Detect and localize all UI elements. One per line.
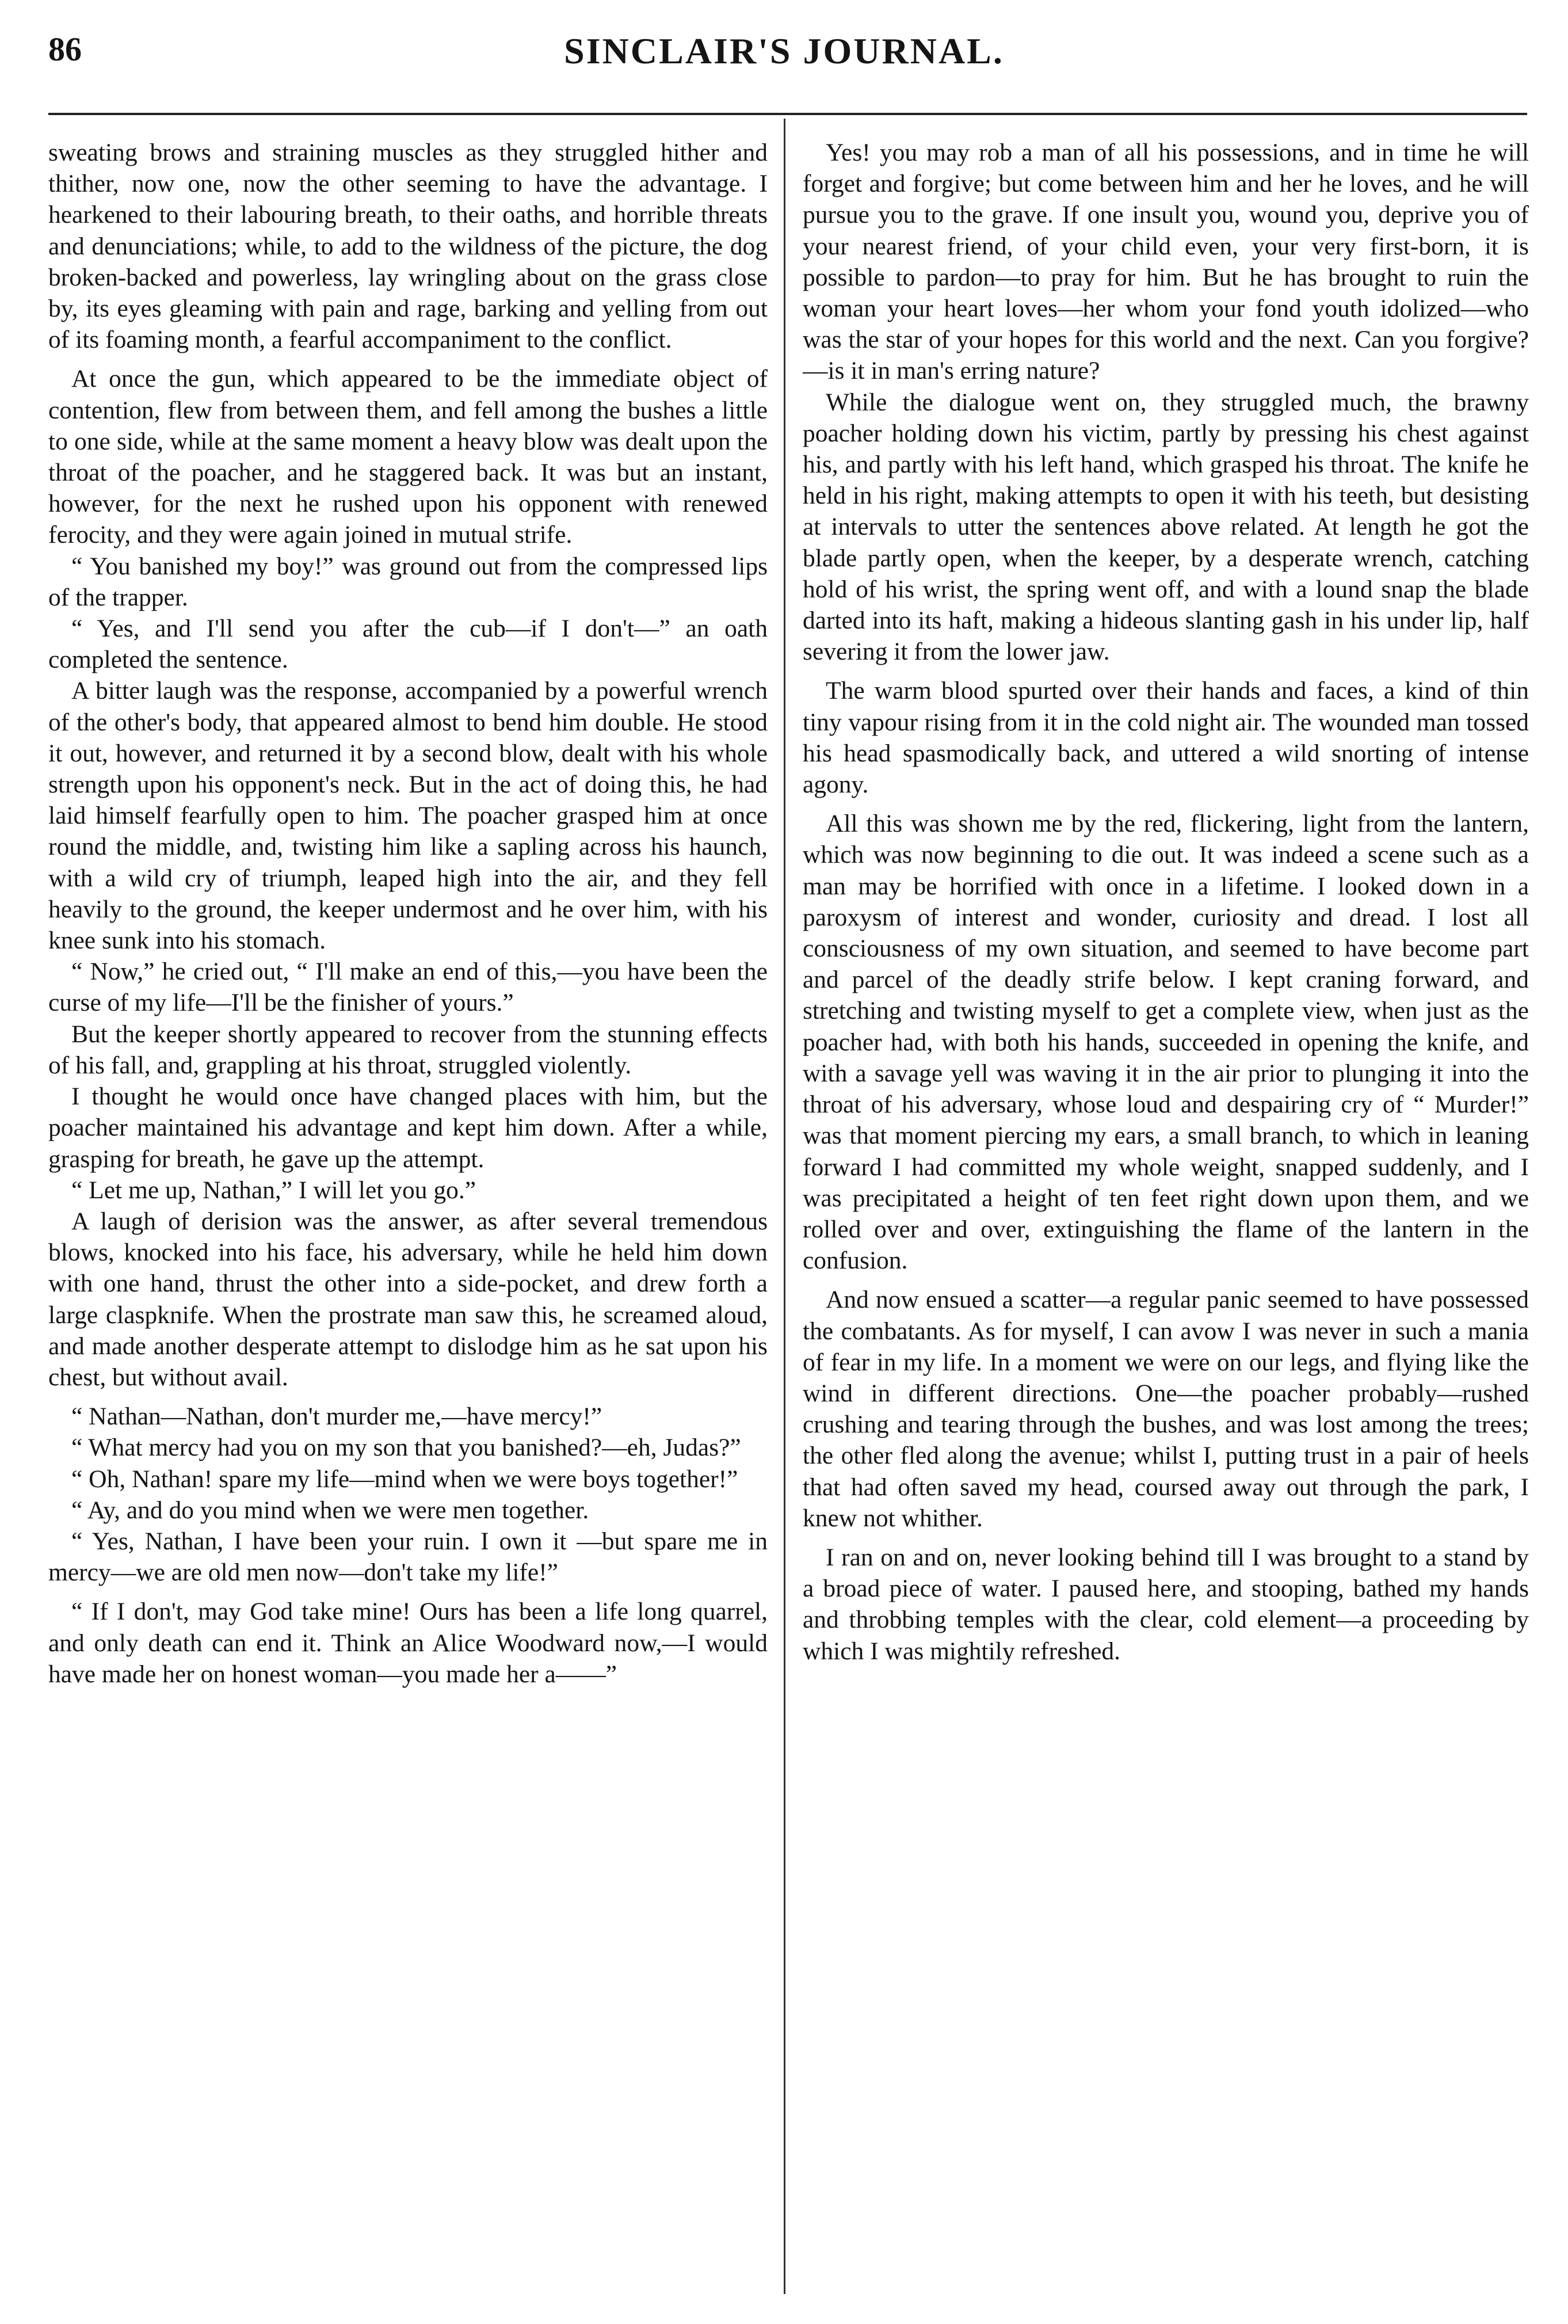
paragraph: sweating brows and straining muscles as they struggled hither and thither, now one, now the other seeming to have the advantage. I hearkened to their labouring breath, to their oaths, and horrible threats and denunciations; while, to add to the wildness of the picture, the dog broken-backed and powerless, lay wringling about on the grass close by, its eyes gleaming with pain and rage, barking and yelling from out of its foaming month, a fearful accompaniment to the conflict. [48,139,768,354]
journal-title: SINCLAIR'S JOURNAL. [564,31,1004,71]
paragraph: I thought he would once have changed places with him, but the poacher maintained his advantage and kept him down. After a while, grasping for breath, he gave up the attempt. [48,1083,768,1173]
paragraph: “ Nathan—Nathan, don't murder me,—have mercy!” [71,1403,602,1431]
right-column [803,137,1529,2301]
column-divider [784,119,785,2294]
paragraph: A bitter laugh was the response, accompanied by a powerful wrench of the other's body, that appeared almost to bend him double. He stood it out, however, and returned it by a second blow, dealt with his whole strength upon his opponent's neck. But in the act of doing this, he had laid himself fearfully open to him. The poacher grasped him at once round the middle, and, twisting him like a sapling across his haunch, with a wild cry of triumph, leaped high into the air, and they fell heavily to the ground, the keeper undermost and he over him, with his knee sunk into his stomach. [48,677,768,955]
paragraph: “ What mercy had you on my son that you banished?—eh, Judas?” [71,1434,741,1462]
paragraph: “ Oh, Nathan! spare my life—mind when we were boys together!” [71,1465,738,1493]
paragraph: “ Now,” he cried out, “ I'll make an end of this,—you have been the curse of my life—I'll be the finisher of yours.” [48,958,768,1017]
paragraph: “ Yes, Nathan, I have been your ruin. I own it —but spare me in mercy—we are old men now—don't take my life!” [48,1527,768,1587]
paragraph: “ Let me up, Nathan,” I will let you go.” [71,1176,476,1204]
paragraph: “ You banished my boy!” was ground out from the compressed lips of the trapper. [48,552,768,611]
paragraph: While the dialogue went on, they struggled much, the brawny poacher holding down his victim, partly by pressing his chest against his, and partly with his left hand, which grasped his throat. The knife he held in his right, making attempts to open it with his teeth, but desisting at intervals to utter the sentences above related. At length he got the blade partly open, when the keeper, by a desperate wrench, catching hold of his wrist, the spring went off, and with a lound snap the blade darted into its haft, making a hideous slanting gash in his under lip, half severing it from the lower jaw. [803,388,1529,666]
header-rule [48,113,1527,115]
paragraph: Yes! you may rob a man of all his possessions, and in time he will forget and forgive; but come between him and her he loves, and he will pursue you to the grave. If one insult you, wound you, deprive you of your nearest friend, of your child even, your very first-born, it is possible to pardon—to pray for him. But he has brought to ruin the woman your heart loves—her whom your fond youth idolized—who was the star of your hopes for this world and the next. Can you forgive?—is it in man's erring nature? [803,139,1529,385]
paragraph: “ If I don't, may God take mine! Ours has been a life long quarrel, and only death can end it. Think an Alice Woodward now,—I would have made her on honest woman—you made her a——” [48,1598,768,1688]
paragraph: At once the gun, which appeared to be the immediate object of contention, flew from between them, and fell among the bushes a little to one side, while at the same moment a heavy blow was dealt upon the throat of the poacher, and he staggered back. It was but an instant, however, for the next he rushed upon his opponent with renewed ferocity, and they were again joined in mutual strife. [48,365,768,549]
paragraph: But the keeper shortly appeared to recover from the stunning effects of his fall, and, grappling at his throat, struggled violently. [48,1020,768,1079]
paragraph: The warm blood spurted over their hands and faces, a kind of thin tiny vapour rising from it in the cold night air. The wounded man tossed his head spasmodically back, and uttered a wild snorting of intense agony. [803,677,1529,799]
paragraph: “ Ay, and do you mind when we were men together. [71,1496,589,1524]
paragraph: All this was shown me by the red, flickering, light from the lantern, which was now beginning to die out. It was indeed a scene such as a man may be horrified with once in a lifetime. I looked down in a paroxysm of interest and wonder, curiosity and dread. I lost all consciousness of my own situation, and seemed to have become part and parcel of the deadly strife below. I kept craning forward, and stretching and twisting myself to get a complete view, when just as the poacher had, with both his hands, succeeded in opening the knife, and with a savage yell was waving it in the air prior to plunging it into the throat of his adversary, whose loud and despairing cry of “ Murder!” was that moment piercing my ears, a small branch, to which in leaning forward I had committed my whole weight, snapped suddenly, and I was precipitated a height of ten feet right down upon them, and we rolled over and over, extinguishing the flame of the lantern in the confusion. [803,810,1529,1275]
paragraph: “ Yes, and I'll send you after the cub—if I don't—” an oath completed the sentence. [48,615,768,674]
left-column [48,137,768,2301]
page-number: 86 [48,31,82,68]
paragraph: And now ensued a scatter—a regular panic seemed to have possessed the combatants. As for myself, I can avow I was never in such a mania of fear in my life. In a moment we were on our legs, and flying like the wind in different directions. One—the poacher probably—rushed crushing and tearing through the bushes, and was lost among the trees; the other fled along the avenue; whilst I, putting trust in a pair of heels that had often saved my head, coursed away out through the park, I knew not whither. [803,1286,1529,1532]
paragraph: I ran on and on, never looking behind till I was brought to a stand by a broad piece of water. I paused here, and stooping, bathed my hands and throbbing temples with the clear, cold element—a proceeding by which I was mightily refreshed. [803,1543,1529,1665]
paragraph: A laugh of derision was the answer, as after several tremendous blows, knocked into his face, his adversary, while he held him down with one hand, thrust the other into a side-pocket, and drew forth a large claspknife. When the prostrate man saw this, he screamed aloud, and made another desperate attempt to dislodge him as he sat upon his chest, but without avail. [48,1207,768,1391]
